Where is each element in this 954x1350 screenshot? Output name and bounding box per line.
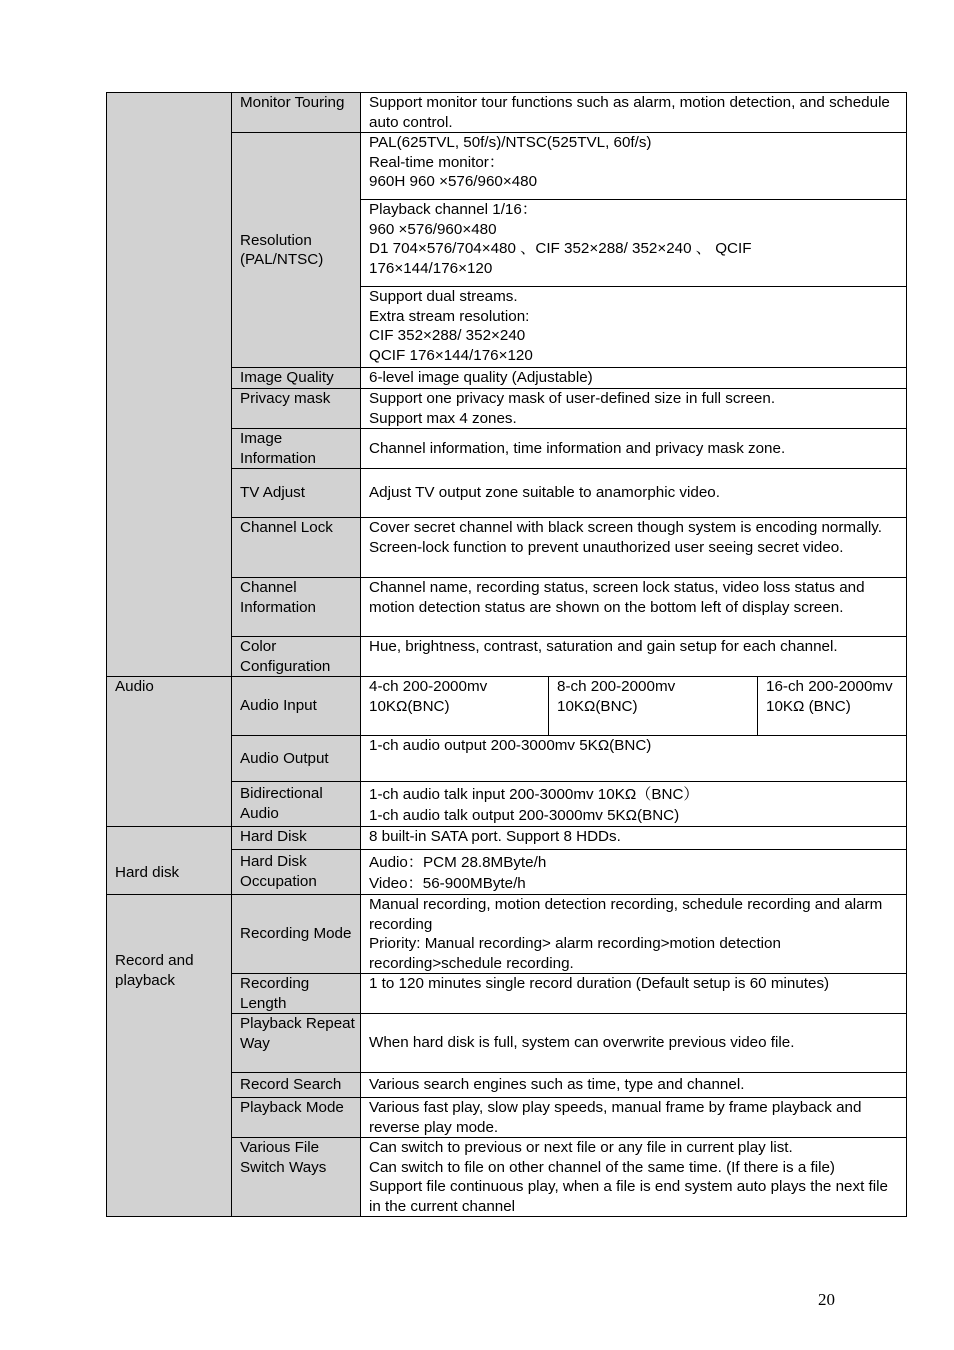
- value-resolution-extra: [361, 287, 907, 368]
- label-hard-disk: Hard Disk: [232, 827, 361, 850]
- value-resolution-playback: [361, 200, 907, 287]
- value-image-information: Channel information, time information and privacy mask zone.: [361, 429, 907, 469]
- bidirectional-line-2: 1-ch audio talk output 200-3000mv 5KΩ(BNC): [369, 807, 680, 824]
- value-privacy-mask: [361, 389, 907, 429]
- row-recording-mode: [107, 895, 907, 974]
- value-playback-mode: Various fast play, slow play speeds, manual frame by frame playback and reverse play mode.: [361, 1098, 907, 1138]
- label-channel-information: Channel Information: [232, 578, 361, 637]
- value-file-switch: [361, 1138, 907, 1217]
- occupation-video-line: Video：56-900MByte/h: [369, 875, 526, 892]
- resolution-playback-line-1: Playback channel 1/16：: [369, 201, 538, 218]
- category-video: [107, 93, 232, 677]
- value-audio-input-16ch-lower: 16-ch 200-2000mv 10KΩ (BNC): [758, 677, 907, 736]
- file-switch-line-2: Can switch to file on other channel of the same time. (If there is a file): [369, 1158, 835, 1176]
- category-hard-disk: [107, 827, 232, 895]
- resolution-extra-line-2: Extra stream resolution:: [369, 307, 530, 325]
- value-audio-input-4ch-lower: 4-ch 200-2000mv 10KΩ(BNC): [361, 677, 549, 736]
- resolution-extra-line-1: Support dual streams.: [369, 288, 518, 305]
- label-recording-length: Recording Length: [232, 974, 361, 1014]
- row-hard-disk: [107, 827, 907, 850]
- bidirectional-line-1: 1-ch audio talk input 200-3000mv 10KΩ（BNC）: [369, 786, 699, 803]
- recording-mode-line-1: Manual recording, motion detection recording, schedule recording and alarm recording: [369, 896, 883, 933]
- resolution-extra-line-4: QCIF 176×144/176×120: [369, 346, 533, 364]
- privacy-mask-line-1: Support one privacy mask of user-defined size in full screen.: [369, 390, 776, 407]
- category-hard-disk-label: Hard disk: [115, 863, 180, 881]
- value-record-search: Various search engines such as time, type and channel.: [361, 1073, 907, 1098]
- category-audio: [107, 677, 232, 827]
- label-recording-mode: Recording Mode: [232, 895, 361, 974]
- value-monitor-touring: Support monitor tour functions such as alarm, motion detection, and schedule auto control.: [361, 93, 907, 133]
- value-image-quality: 6-level image quality (Adjustable): [361, 368, 907, 389]
- label-monitor-touring: Monitor Touring: [232, 93, 361, 133]
- value-channel-lock: [361, 518, 907, 578]
- value-resolution-realtime: [361, 133, 907, 200]
- category-audio-label: Audio: [115, 678, 154, 695]
- value-audio-input-8ch-lower: 8-ch 200-2000mv 10KΩ(BNC): [549, 677, 758, 736]
- resolution-playback-line-4: 176×144/176×120: [369, 259, 493, 277]
- resolution-realtime-line-3: 960H 960 ×576/960×480: [369, 173, 538, 190]
- label-image-quality: Image Quality: [232, 368, 361, 389]
- label-bidirectional-audio: Bidirectional Audio: [232, 782, 361, 827]
- value-audio-output: 1-ch audio output 200-3000mv 5KΩ(BNC): [361, 736, 907, 782]
- channel-lock-line-2: Screen-lock function to prevent unauthorized user seeing secret video.: [369, 538, 844, 556]
- privacy-mask-line-2: Support max 4 zones.: [369, 409, 517, 427]
- value-channel-information: Channel name, recording status, screen lock status, video loss status and motion detection status are shown on the bottom left of display screen.: [361, 578, 907, 637]
- label-image-information: Image Information: [232, 429, 361, 469]
- row-monitor-touring: [107, 93, 907, 133]
- category-record-playback-label: Record and playback: [115, 952, 194, 989]
- resolution-playback-line-3: D1 704×576/704×480 、CIF 352×288/ 352×240 、 QCIF: [369, 240, 752, 257]
- occupation-audio-line: Audio：PCM 28.8MByte/h: [369, 854, 547, 871]
- label-tv-adjust: TV Adjust: [232, 469, 361, 518]
- value-hard-disk: 8 built-in SATA port. Support 8 HDDs.: [361, 827, 907, 850]
- value-bidirectional-audio: [361, 782, 907, 827]
- label-hard-disk-occupation: Hard Disk Occupation: [232, 850, 361, 895]
- label-channel-lock: Channel Lock: [232, 518, 361, 578]
- label-playback-mode: Playback Mode: [232, 1098, 361, 1138]
- page-number: 20: [818, 1290, 835, 1309]
- value-tv-adjust: Adjust TV output zone suitable to anamorphic video.: [361, 469, 907, 518]
- label-record-search: Record Search: [232, 1073, 361, 1098]
- category-record-playback: [107, 895, 232, 1217]
- spec-table: [106, 92, 907, 677]
- value-hard-disk-occupation: [361, 850, 907, 895]
- label-playback-repeat: Playback Repeat Way: [232, 1014, 361, 1073]
- channel-lock-line-1: Cover secret channel with black screen though system is encoding normally.: [369, 519, 882, 536]
- value-recording-mode: [361, 895, 907, 974]
- resolution-extra-line-3: CIF 352×288/ 352×240: [369, 327, 526, 344]
- row-audio-input-lower: [107, 677, 907, 736]
- recording-mode-line-2: Priority: Manual recording> alarm recording>motion detection recording>schedule recording.: [369, 935, 781, 972]
- file-switch-line-3: Support file continuous play, when a file is end system auto plays the next file in the current channel: [369, 1178, 888, 1215]
- value-recording-length: 1 to 120 minutes single record duration (Default setup is 60 minutes): [361, 974, 907, 1014]
- value-color-configuration: Hue, brightness, contrast, saturation and gain setup for each channel.: [361, 637, 907, 677]
- resolution-playback-line-2: 960 ×576/960×480: [369, 220, 497, 238]
- spec-table-lower: [106, 676, 907, 1217]
- resolution-realtime-line-1: PAL(625TVL, 50f/s)/NTSC(525TVL, 60f/s): [369, 134, 652, 151]
- label-resolution: Resolution (PAL/NTSC): [232, 133, 361, 368]
- label-color-configuration: Color Configuration: [232, 637, 361, 677]
- value-playback-repeat: When hard disk is full, system can overwrite previous video file.: [361, 1014, 907, 1073]
- label-privacy-mask: Privacy mask: [232, 389, 361, 429]
- label-file-switch: Various File Switch Ways: [232, 1138, 361, 1217]
- label-audio-output: Audio Output: [232, 736, 361, 782]
- file-switch-line-1: Can switch to previous or next file or any file in current play list.: [369, 1139, 793, 1156]
- resolution-realtime-line-2: Real-time monitor：: [369, 153, 505, 171]
- label-audio-input-lower: Audio Input: [232, 677, 361, 736]
